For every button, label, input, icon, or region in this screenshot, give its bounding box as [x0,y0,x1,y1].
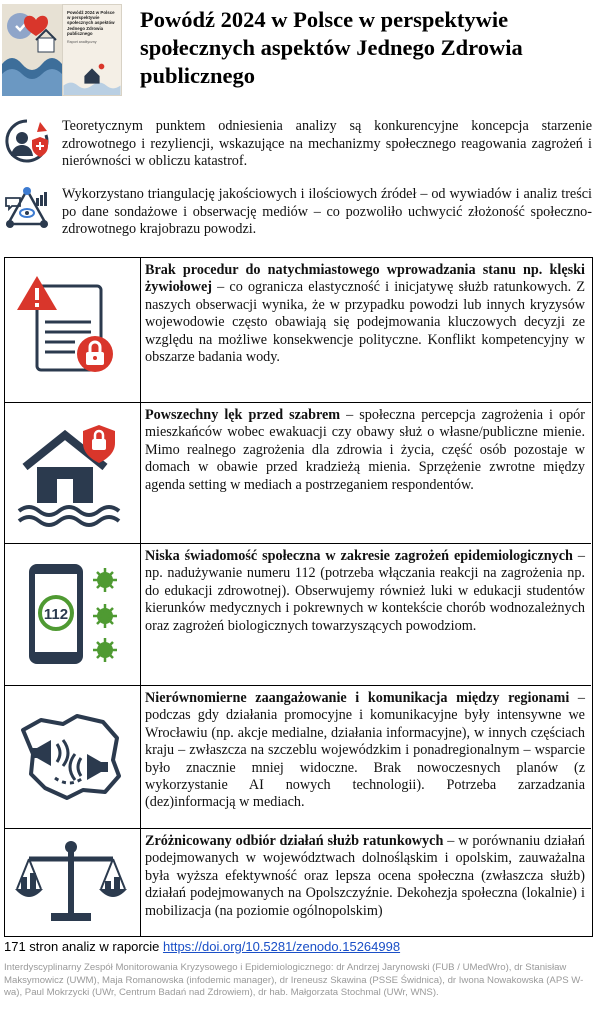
document-warning-lock-icon [15,272,127,384]
finding-body: – podczas gdy działania promocyjne i komunikacyjne były intensywne we Wrocławiu (np. akcje medialne, działania informacyjne), w innych częściach kraju – zwłaszcza na szczeblu wojewódzkim i ponadregionalnym – wsparcie było znacznie mniej widoczne. Brak nowoczesnych planów (z wykorzystanie AI nowych technologii). Potrzeba zarzadzania (dez)informacją w mediach. [145,690,586,811]
finding-icon-cell [5,258,141,402]
finding-heading: Niska świadomość społeczna w zakresie zagrożeń epidemiologicznych [145,548,573,564]
finding-icon-cell [5,829,141,936]
header [0,0,604,108]
finding-row-procedures [5,258,591,402]
finding-text [145,690,585,812]
phone-112-virus-icon [15,558,127,670]
page-title: Powódź 2024 w Polsce w perspektywie społecznych aspektów Jednego Zdrowia publicznego [140,7,523,88]
intro-block-theory [0,118,604,174]
protected-person-icon [4,118,50,164]
finding-row-epidemiology [5,543,591,685]
triangulation-icon [4,186,50,232]
finding-text [145,407,585,494]
finding-row-looting [5,402,591,543]
finding-text [145,262,585,366]
finding-icon-cell [5,403,141,543]
finding-text [145,548,585,635]
finding-row-rescue-services [5,828,591,936]
cover-page [62,4,122,96]
cover-subtitle: Raport analityczny [67,40,97,45]
poland-map-megaphone-icon [15,700,127,812]
doi-link[interactable]: https://doi.org/10.5281/zenodo.15264998 [162,939,401,954]
finding-text [145,833,585,920]
credits-text: Interdyscyplinarny Zespół Monitorowania Kryzysowego i Epidemiologicznego: dr Andrzej Jarynowski (FUB / UMedWro), dr Stanisław Maksymowicz (UWM), Maja Romanowska (infodemic manager), dr Ireneusz Skawina (PSSE Świdnica), dr Iwona Nowakowska (APS W-wa), Paul Mokrzycki (UWr, Centrum Badań nad Zdrowiem), dr hab. Małgorzata Stochmal (UWr, WNS). [4,962,584,999]
findings-table [4,257,593,937]
report-cover-thumbnail[interactable] [2,4,122,96]
finding-heading: Powszechny lęk przed szabrem [145,407,341,423]
finding-heading: Nierównomierne zaangażowanie i komunikacja między regionami [145,690,570,706]
flooded-house-lock-icon [15,417,127,529]
intro-text-theory: Teoretycznym punktem odniesienia analizy są konkurencyjne koncepcja starzenie zdrowotnego i rezyliencji, wskazujące na mechanizmy społecznego reagowania zagrożeń i nierówności w obliczu katastrof. [62,118,592,169]
cover-house-icon [63,57,121,95]
finding-body: – np. nadużywanie numeru 112 (potrzeba włączania reakcji na zagrożenia np. do edukacji zdrowotnej). Obserwujemy również luki w edukacji studentów kierunków medycznych i pokrewnych w kontekście chorób wodnozależnych oraz zagrożeń biologicznych towarzyszących powodziom. [145,548,585,634]
finding-heading: Zróżnicowany odbiór działań służb ratunkowych [145,833,444,849]
finding-icon-cell [5,544,141,685]
finding-body: – społeczna percepcja zagrożenia i opór mieszkańców wobec ewakuacji czy obawy służ o własne/publiczne mienie. Mimo realnego zagrożenia dla zdrowia i życia, część osób pozostaje w domach w obawie przed kradzieżą mienia. Sprzężenie zwrotne między agenda setting w mediach a postrzeganiem respondentów. [145,407,585,493]
finding-row-communication [5,685,591,828]
intro-text-method: Wykorzystano triangulację jakościowych i ilościowych źródeł – od wywiadów i analiz treści po dane sondażowe i obserwację mediów – co pozwoliło uchwycić złożoność społeczno-zdrowotnego krajobrazu powodzi. [62,186,592,237]
intro-block-method [0,186,604,242]
cover-illustration [2,4,62,96]
phone-number-label: 112 [43,606,69,623]
finding-icon-cell [5,686,141,828]
finding-body: – w porównaniu działań podejmowanych w województwach dolnośląskim i opolskim, zauważalna była wyższa efektywność oraz lepsza ocena społeczna (zwłaszcza służb) działań podejmowanych na Opolszczyźnie. Dekohezja społeczna (lokalnie) i mobilizacja (na poziomie ogólnopolskim) [145,833,586,919]
scales-icon [15,837,127,927]
report-link-line [4,939,400,954]
cover-heading: Powódź 2024 w Polsce w perspektywie społecznych aspektów Jednego Zdrowia publicznego [67,10,115,36]
report-pages-text: 171 stron analiz w raporcie [4,939,163,954]
finding-body: – co ogranicza elastyczność i inicjatywę służb ratunkowych. Z naszych obserwacji wynika, że w przypadku powodzi lub innych kryzysów wojewodowie często obawiają się podejmowania kluczowych decyzji ze względu na możliwe konsekwencje polityczne. Konflikt kompetencyjny w obszarze badania wody. [145,279,585,366]
finding-heading: Brak procedur do natychmiastowego wprowadzania stanu np. klęski żywiołowej [145,262,585,296]
